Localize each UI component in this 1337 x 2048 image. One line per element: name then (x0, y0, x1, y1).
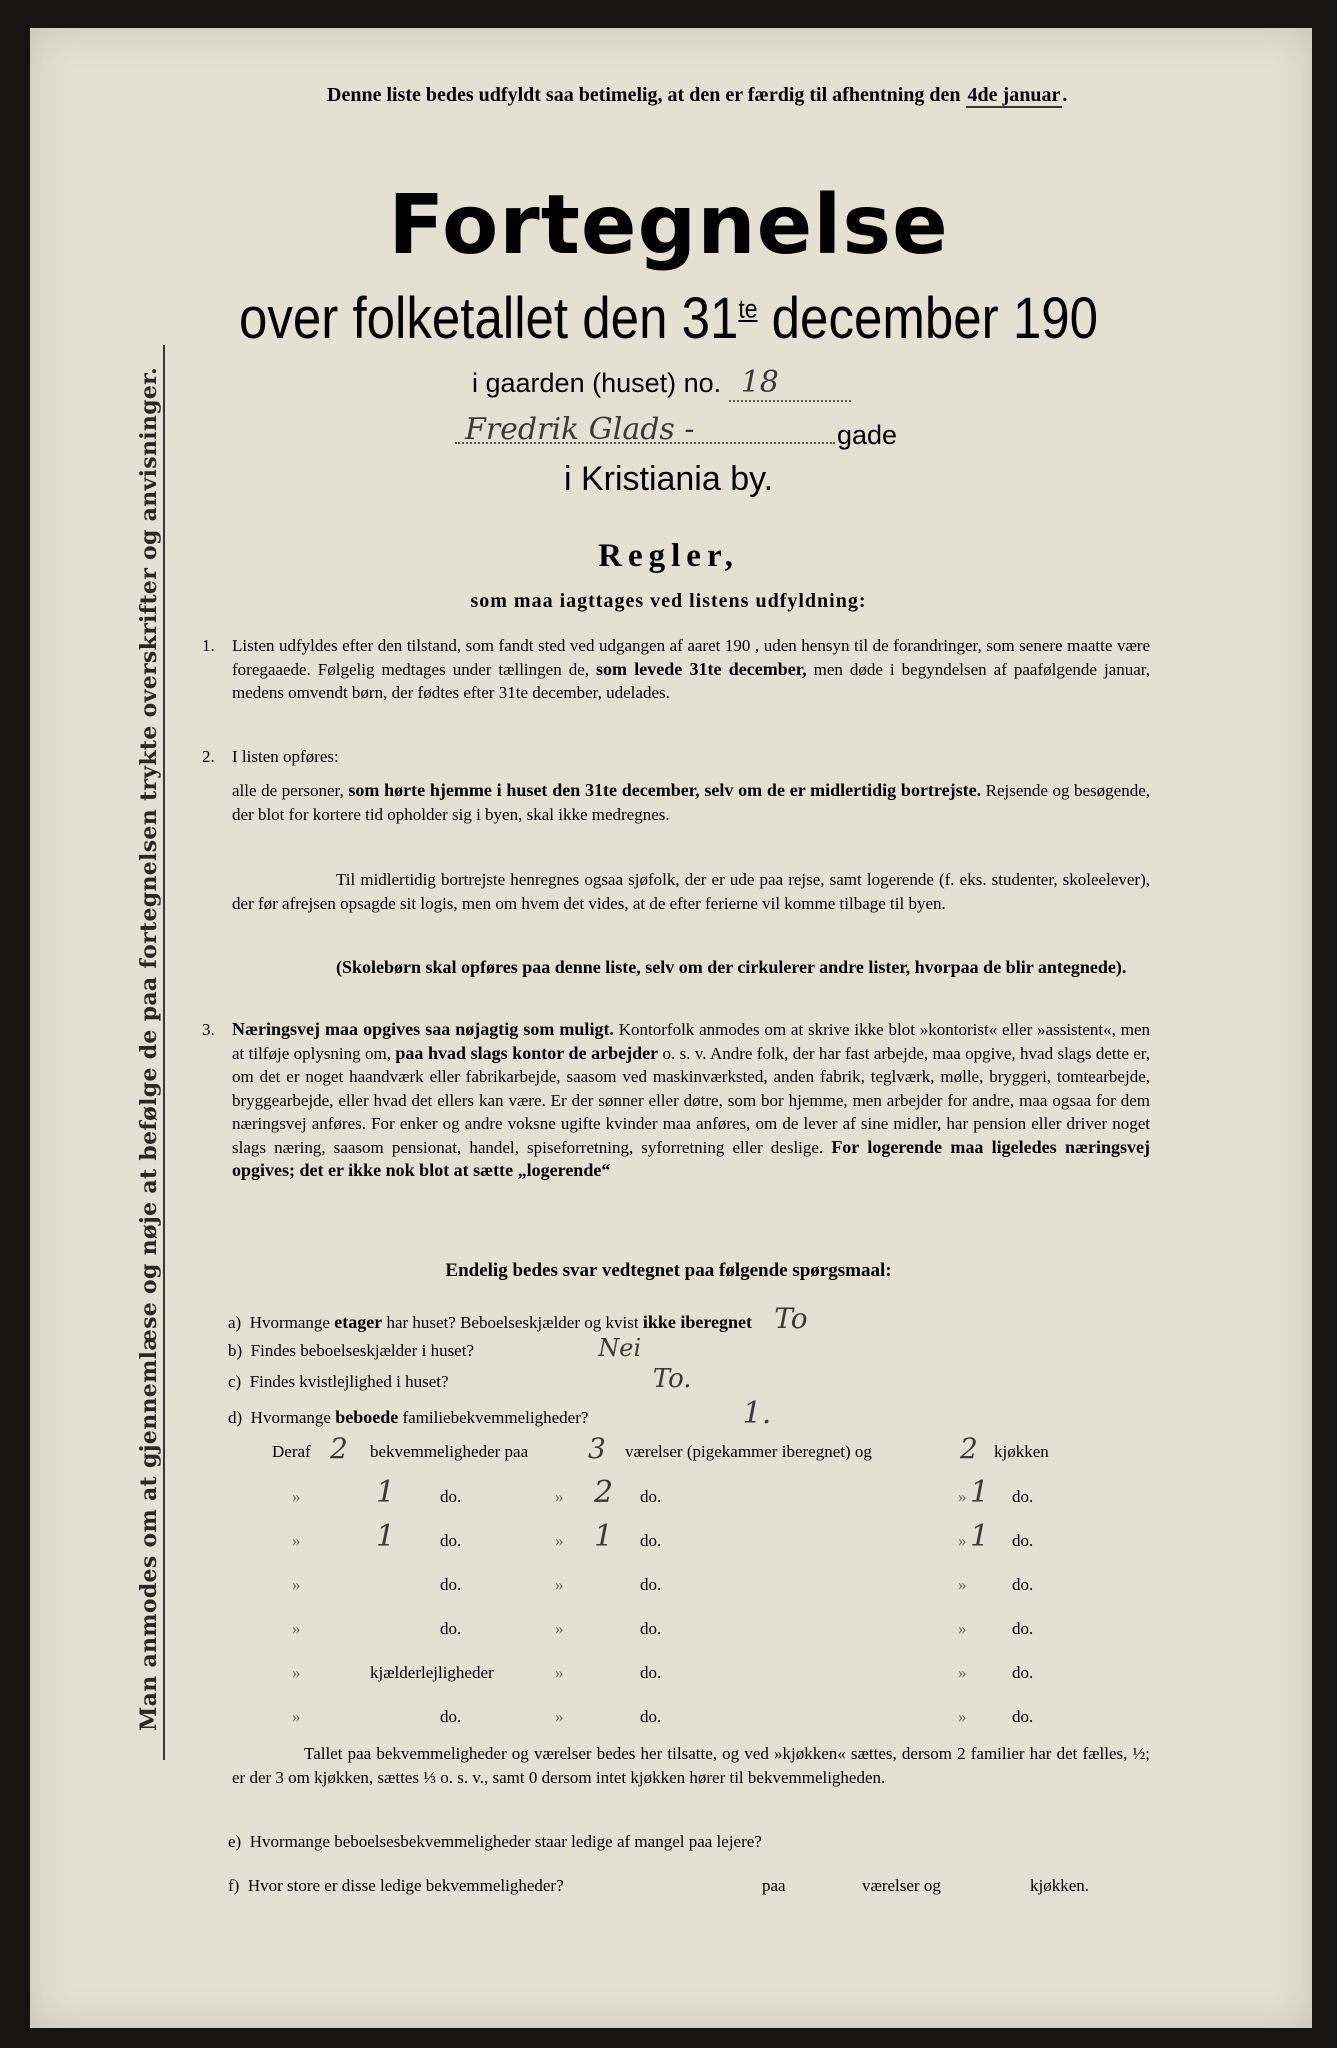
rule-2-intro (202, 745, 1150, 769)
street-name: Fredrik Glads - (455, 412, 835, 444)
do-label: do. (640, 1663, 662, 1682)
rule-2-body (232, 779, 1150, 826)
do-label: do. (440, 1707, 462, 1726)
answer-a: To (774, 1302, 808, 1335)
question-letter: a) (228, 1313, 242, 1332)
ditto-mark: » (555, 1663, 564, 1682)
question-text: Hvormange (250, 1408, 331, 1427)
ditto-mark: » (958, 1487, 967, 1506)
rule-text: o. s. v. Andre folk, der har fast arbejde, maa opgive, hvad slags dette er, om det er noget haandværk eller fabrikarbejde, saasom ved maskinværksted, anden fabrik, teglværk, mølle, bryggeri, tomtearbejde, bryggearbejde, eller hvad det ellers kan være. Er der sønner eller døtre, som bor hjemme, men arbejder for andre, maa ogsaa for dem næringsvej anføres. For enker og andre voksne ugifte kvinder maa anføres, om de lever af sine midler, har pension eller driver noget slags næring, saasom pensionat, handel, spiseforretning, syforretning eller deslige. (232, 1043, 1151, 1157)
ditto-mark: » (555, 1707, 564, 1726)
question-e (228, 1832, 762, 1852)
question-letter: d) (228, 1408, 243, 1427)
rule-text: Kontorfolk anmodes om at skrive ikke blot »kontorist« eller »assistent«, men at tilføje oplysning om, (232, 1020, 1150, 1063)
question-text: Hvormange beboelsesbekvemmeligheder staar ledige af mangel paa lejere? (249, 1832, 762, 1851)
row-1-kitchens: 2 (960, 1432, 978, 1465)
question-text: Findes beboelseskjælder i huset? (250, 1341, 474, 1360)
notice (327, 80, 1152, 110)
do-label: do. (1012, 1575, 1034, 1594)
rule-2-bold-note: (Skolebørn skal opføres paa denne liste, selv om der cirkulerer andre lister, hvorpaa de blir antegnede). (336, 957, 1127, 977)
city-line: i Kristiania by. (563, 460, 774, 498)
question-text: Hvor store er disse ledige bekvemmeligheder? (247, 1876, 564, 1895)
vaer-label: værelser (pigekammer iberegnet) og (625, 1442, 872, 1461)
question-bold: ikke iberegnet (642, 1312, 752, 1332)
rule-bold: som hørte hjemme i huset den 31te december, selv om de er midlertidig bortrejste. (348, 780, 982, 800)
question-text: har huset? Beboelseskjælder og kvist (386, 1313, 639, 1332)
question-text: familiebekvemmeligheder? (402, 1408, 589, 1427)
question-bold: etager (334, 1312, 383, 1332)
gaarden-line (472, 365, 851, 402)
rule-bold: For logerende maa ligeledes næringsvej opgives; det er ikke nok blot at sætte „logerende“ (232, 1136, 1151, 1180)
tallet-note: Tallet paa bekvemmeligheder og værelser bedes her tilsatte, og ved »kjøkken« sættes, dersom 2 familier har det fælles, ½; er der 3 om kjøkken, sættes ⅓ o. s. v., samt 0 dersom intet kjøkken hører til bekvemmeligheden. (232, 1744, 1150, 1787)
question-letter: f) (228, 1876, 240, 1895)
question-text: Hvormange (249, 1313, 330, 1332)
do-label: do. (440, 1575, 462, 1594)
rule-bold: paa hvad slags kontor de arbejder (395, 1042, 659, 1063)
kjok-label: kjøkken (994, 1442, 1049, 1461)
ditto-mark: » (555, 1531, 564, 1550)
do-label: do. (640, 1707, 662, 1726)
rule-text: alle de personer, (232, 781, 344, 800)
ditto-mark: » (292, 1487, 301, 1506)
rule-text: men døde i begyndelsen af paafølgende januar, medens omvendt børn, der fødtes efter 31te december, udelades. (232, 659, 1150, 702)
subtitle-main: over folketallet den 31 (239, 286, 739, 351)
question-c (228, 1364, 692, 1394)
rule-1 (202, 634, 1150, 705)
f-paa: paa (762, 1876, 786, 1895)
ditto-mark: » (958, 1575, 967, 1594)
ditto-mark: » (292, 1707, 301, 1726)
ditto-mark: » (292, 1575, 301, 1594)
rule-text: Rejsende og besøgende, der blot for kortere tid opholder sig i byen, skal ikke medregnes. (232, 781, 1151, 824)
row-1-rooms: 3 (588, 1432, 606, 1465)
do-label: do. (1012, 1663, 1034, 1682)
do-label: do. (1012, 1707, 1034, 1726)
ditto-mark: » (555, 1619, 564, 1638)
question-letter: b) (228, 1341, 243, 1360)
row-1-count: 2 (330, 1432, 348, 1465)
rule-text: I listen opføres: (232, 747, 339, 766)
question-d (228, 1396, 771, 1431)
do-label: do. (1012, 1531, 1034, 1550)
page-subtitle (80, 285, 1257, 352)
rule-bold: Næringsvej maa opgives saa nøjagtig som muligt. (232, 1019, 614, 1039)
answer-c: To. (652, 1364, 692, 1394)
deraf-label: Deraf (272, 1442, 311, 1461)
bek-label: bekvemmeligheder paa (370, 1442, 529, 1461)
question-a (228, 1302, 808, 1335)
ditto-mark: » (555, 1487, 564, 1506)
do-label: do. (1012, 1487, 1034, 1506)
do-label: do. (640, 1531, 662, 1550)
gade-label: gade (837, 420, 898, 450)
do-label: do. (440, 1531, 462, 1550)
answer-d: 1. (742, 1396, 772, 1431)
ditto-mark: » (958, 1663, 967, 1682)
question-letter: c) (228, 1372, 242, 1391)
ditto-mark: » (958, 1707, 967, 1726)
notice-text: Denne liste bedes udfyldt saa betimelig, at den er færdig til afhentning den (327, 84, 961, 106)
question-bold: beboede (335, 1407, 399, 1427)
question-f (228, 1876, 564, 1896)
row-2-kitchens: 1 (970, 1475, 990, 1510)
ditto-mark: » (555, 1575, 564, 1594)
ditto-mark: » (292, 1663, 301, 1682)
do-label: do. (640, 1575, 662, 1594)
side-instruction: Man anmodes om at gjennemlæse og nøje at befølge de paa fortegnelsen trykte overskrifter og anvisninger. (136, 367, 162, 1732)
row-2-count: 1 (376, 1475, 396, 1510)
row-3-kitchens: 1 (970, 1519, 990, 1554)
do-label: do. (440, 1619, 462, 1638)
row-3-count: 1 (376, 1519, 396, 1554)
do-label: do. (640, 1619, 662, 1638)
question-letter: e) (228, 1832, 242, 1851)
rule-number: 1. (202, 636, 215, 655)
subtitle-sup: te (738, 293, 758, 324)
answer-b: Nei (598, 1334, 642, 1362)
question-text: Findes kvistlejlighed i huset? (249, 1372, 449, 1391)
question-b (228, 1334, 641, 1362)
rule-number: 3. (202, 1020, 215, 1039)
do-label: do. (1012, 1619, 1034, 1638)
kjaelder-label: kjælderlejligheder (370, 1663, 494, 1682)
ditto-mark: » (292, 1619, 301, 1638)
gaarden-label: i gaarden (huset) no. (472, 368, 722, 398)
f-kjok: kjøkken. (1030, 1876, 1090, 1895)
notice-end: . (1062, 84, 1068, 106)
do-label: do. (440, 1487, 462, 1506)
page-title: Fortegnelse (388, 178, 949, 273)
rule-bold: som levede 31te december, (596, 658, 807, 679)
rule-text: Listen udfyldes efter den tilstand, som fandt sted ved udgangen af aaret 190 , uden hensyn til de forandringer, som senere maatte være foregaaede. Følgelig medtages under tællingen de, (232, 636, 1150, 679)
f-vaer: værelser og (862, 1876, 941, 1895)
questions-title: Endelig bedes svar vedtegnet paa følgende spørgsmaal: (445, 1260, 892, 1281)
rule-2-note: Til midlertidig bortrejste henregnes ogsaa sjøfolk, der er ude paa rejse, samt logerende (f. eks. studenter, skoleelever), der før afrejsen opsagde sit logis, men om hvem det vides, at de efter ferierne vil komme tilbage til byen. (232, 870, 1150, 913)
do-label: do. (640, 1487, 662, 1506)
rule-number: 2. (202, 747, 215, 766)
ditto-mark: » (958, 1619, 967, 1638)
row-3-rooms: 1 (594, 1519, 614, 1554)
house-number: 18 (729, 365, 851, 402)
subtitle-end: december 190 (757, 286, 1098, 351)
ditto-mark: » (292, 1531, 301, 1550)
rule-3 (202, 1018, 1151, 1183)
rules-subtitle: som maa iagttages ved listens udfyldning: (470, 590, 867, 612)
ditto-mark: » (958, 1531, 967, 1550)
notice-date: 4de januar (967, 84, 1061, 106)
row-2-rooms: 2 (594, 1475, 614, 1510)
rules-title: Regler, (598, 538, 739, 574)
